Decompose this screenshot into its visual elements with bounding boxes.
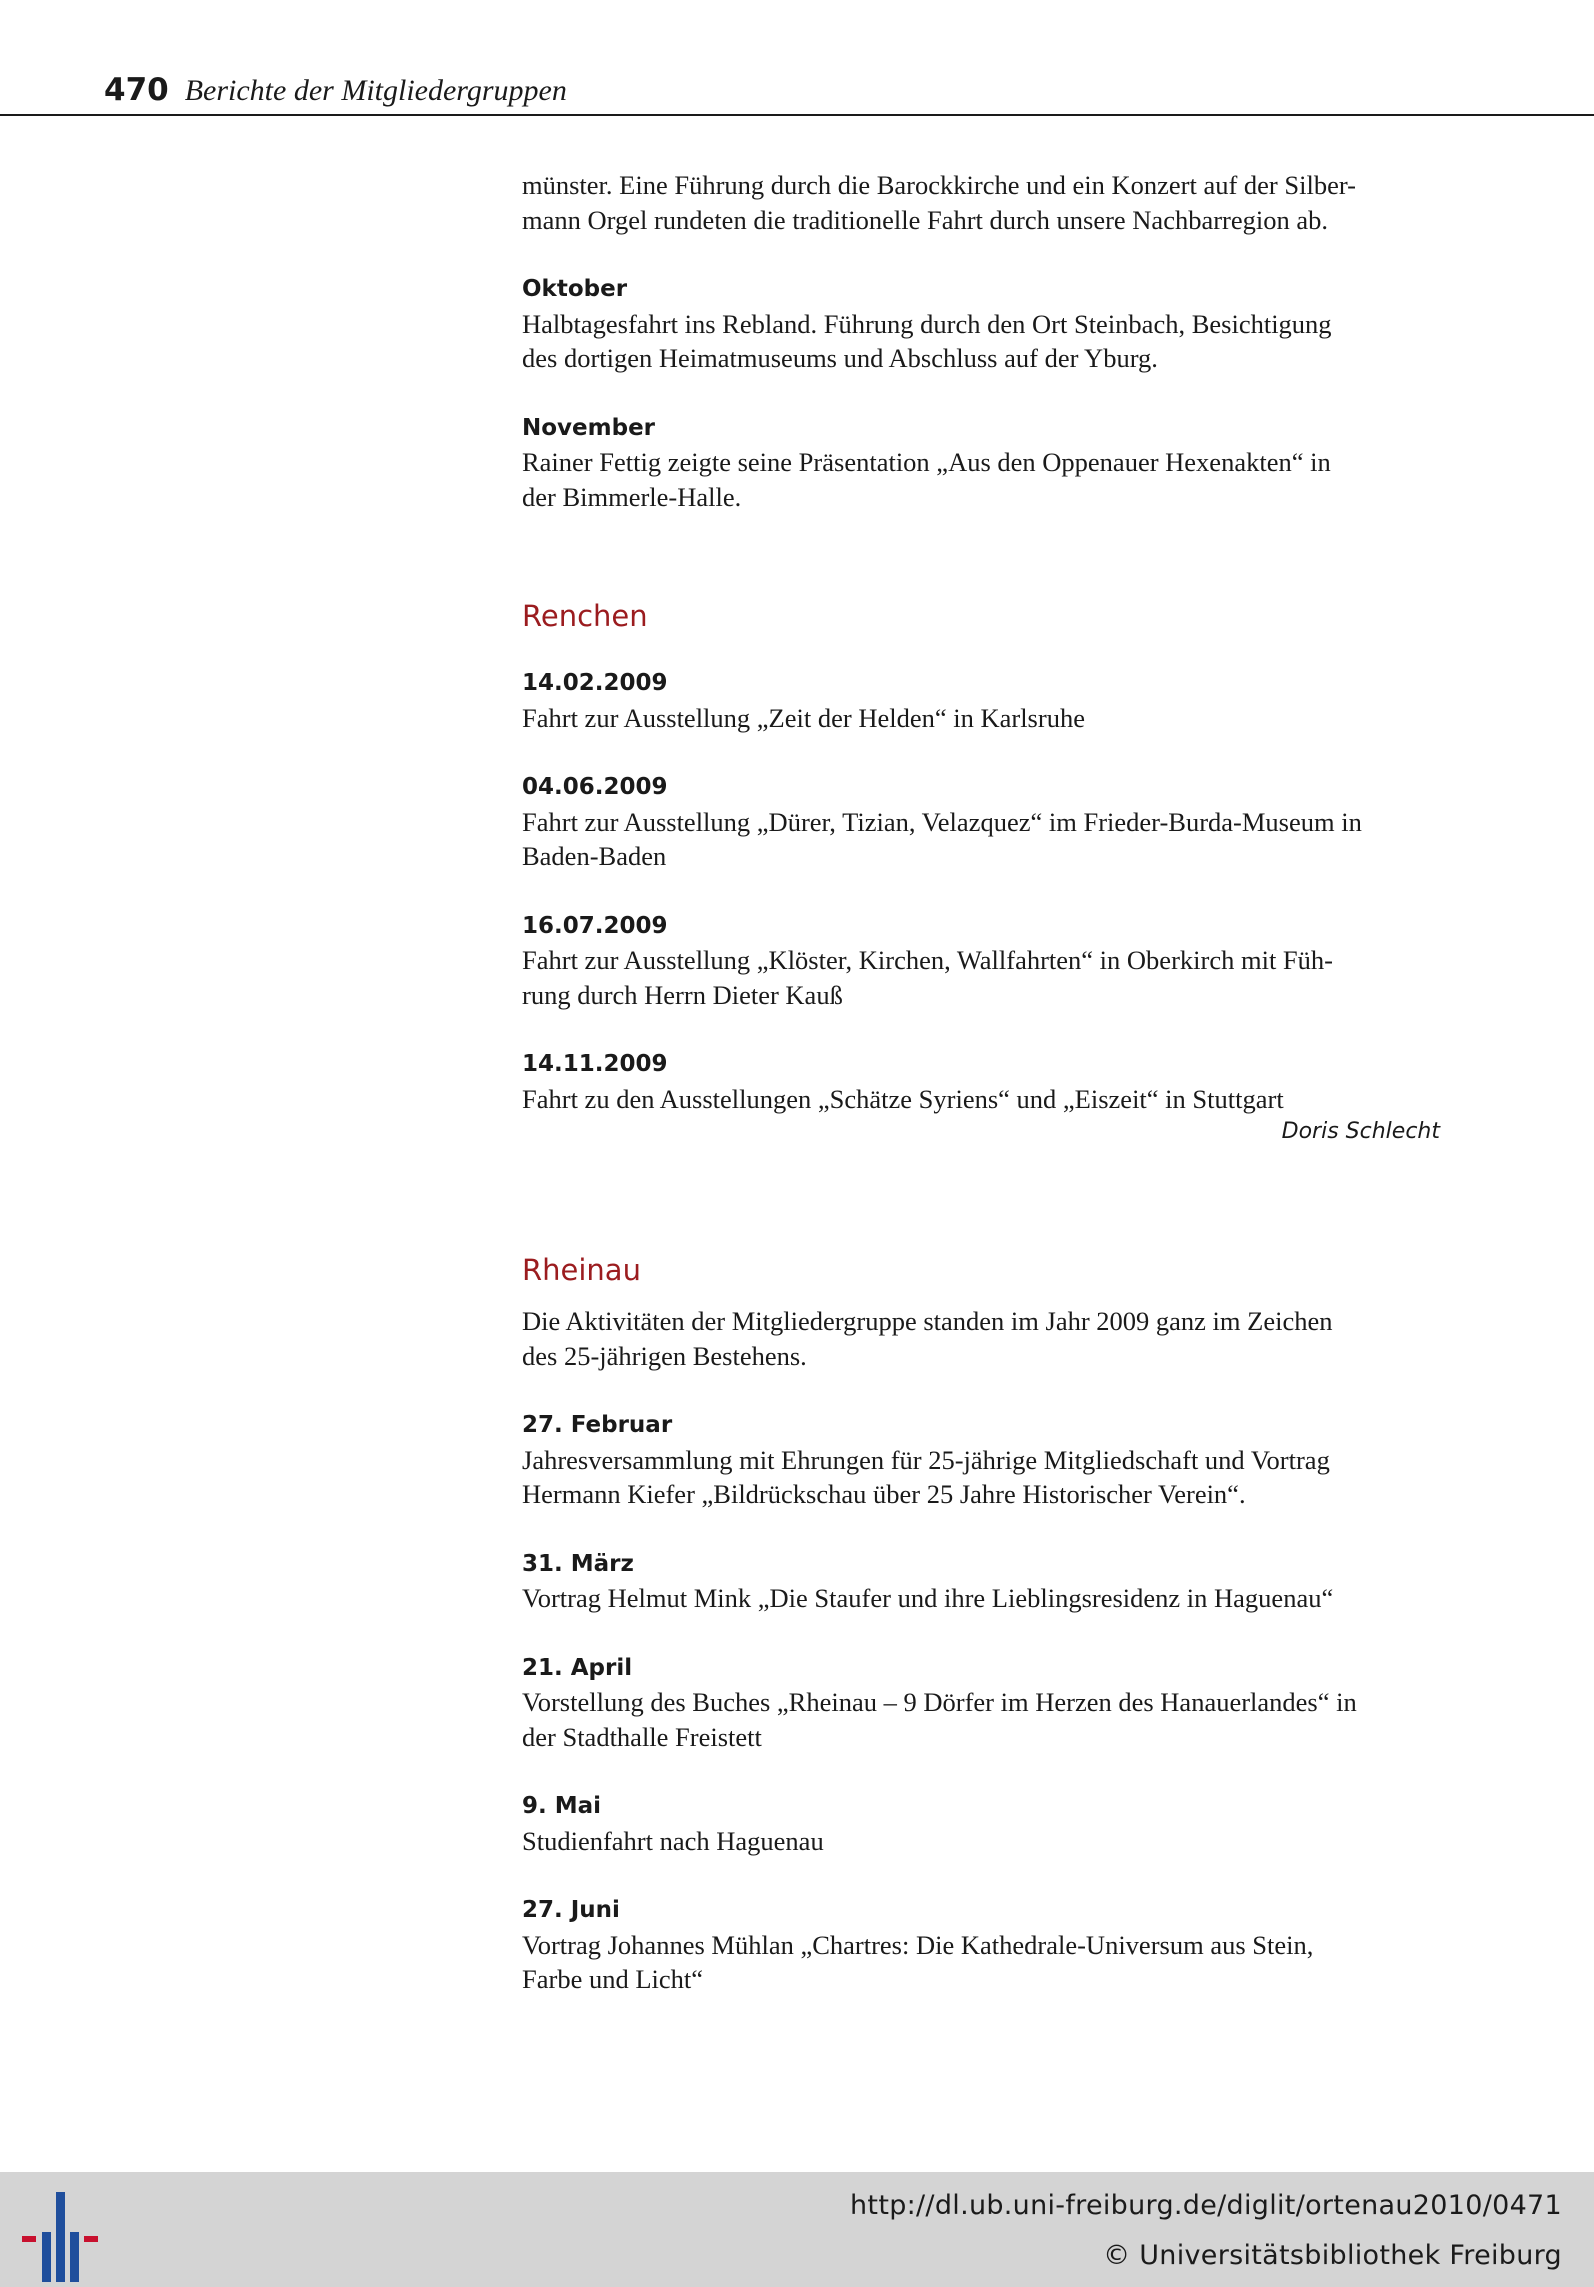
text-line: Studienfahrt nach Haguenau [522,1825,824,1856]
text-line: Fahrt zu den Ausstellungen „Schätze Syriens“ und „Eiszeit“ in Stuttgart [522,1083,1284,1114]
intro-paragraph [522,1304,1440,1373]
section-title-rheinau: Rheinau [522,1253,641,1287]
footer-bar [0,2172,1594,2287]
text-line: Hermann Kiefer „Bildrückschau über 25 Jahre Historischer Verein“. [522,1479,1246,1509]
entry-date: 04.06.2009 [522,774,668,800]
entry-date: November [522,414,656,441]
entry-date: 27. Juni [522,1897,620,1923]
entry-date: 14.02.2009 [522,670,668,696]
section-title-renchen: Renchen [522,599,648,633]
entry-date: 16.07.2009 [522,912,668,939]
list-item [522,1547,1440,1616]
digital-library-link[interactable]: http://dl.ub.uni-freiburg.de/diglit/ortenau2010/0471 [850,2190,1562,2221]
intro-paragraph [522,168,1440,237]
running-head: Berichte der Mitgliedergruppen [184,74,567,107]
page-header [104,72,567,108]
list-item [522,1408,1440,1512]
text-line: Jahresversammlung mit Ehrungen für 25-jährige Mitgliedschaft und Vortrag [522,1444,1330,1475]
text-line: Halbtagesfahrt ins Rebland. Führung durch den Ort Steinbach, Besichtigung [522,308,1332,339]
page-number: 470 [104,72,169,108]
text-line: der Bimmerle-Halle. [522,481,742,512]
copyright-notice: © Universitätsbibliothek Freiburg [1103,2240,1562,2271]
text-line: der Stadthalle Freistett [522,1721,762,1752]
text-line: Vorstellung des Buches „Rheinau – 9 Dörfer im Herzen des Hanauerlandes“ in [522,1687,1357,1717]
entry-date: 31. März [522,1550,634,1577]
entry-date: 21. April [522,1654,633,1681]
list-item [522,272,1440,376]
list-item [522,1789,1440,1858]
text-line: Vortrag Helmut Mink „Die Staufer und ihre Lieblingsresidenz in Haguenau“ [522,1583,1334,1613]
text-line: rung durch Herrn Dieter Kauß [522,979,843,1010]
entry-date: Oktober [522,276,628,302]
library-logo-icon [20,2192,100,2282]
list-item [522,411,1440,515]
text-line: Vortrag Johannes Mühlan „Chartres: Die Kathedrale-Universum aus Stein, [522,1929,1314,1960]
text-line: münster. Eine Führung durch die Barockkirche und ein Konzert auf der Silber- [522,170,1356,200]
text-line: Fahrt zur Ausstellung „Klöster, Kirchen, Wallfahrten“ in Oberkirch mit Füh- [522,945,1333,975]
list-item [522,1651,1440,1755]
text-line: des dortigen Heimatmuseums und Abschluss auf der Yburg. [522,343,1158,373]
text-line: Die Aktivitäten der Mitgliedergruppe standen im Jahr 2009 ganz im Zeichen [522,1306,1333,1336]
header-rule [0,114,1594,116]
main-content [522,168,1440,2032]
list-item [522,909,1440,1013]
text-line: Rainer Fettig zeigte seine Präsentation „Aus den Oppenauer Hexenakten“ in [522,447,1331,477]
list-item [522,770,1440,874]
text-line: Baden-Baden [522,841,667,871]
list-item [522,1893,1440,1997]
text-line: des 25-jährigen Bestehens. [522,1340,807,1371]
entry-date: 27. Februar [522,1412,673,1438]
text-line: Farbe und Licht“ [522,1964,704,1994]
text-line: mann Orgel rundeten die traditionelle Fahrt durch unsere Nachbarregion ab. [522,204,1328,235]
list-item [522,666,1440,735]
entry-date: 14.11.2009 [522,1051,668,1077]
text-line: Fahrt zur Ausstellung „Zeit der Helden“ in Karlsruhe [522,702,1085,733]
entry-date: 9. Mai [522,1793,602,1819]
list-item [522,1047,1440,1116]
text-line: Fahrt zur Ausstellung „Dürer, Tizian, Velazquez“ im Frieder-Burda-Museum in [522,806,1362,837]
author-signature: Doris Schlecht [1281,1119,1440,1144]
